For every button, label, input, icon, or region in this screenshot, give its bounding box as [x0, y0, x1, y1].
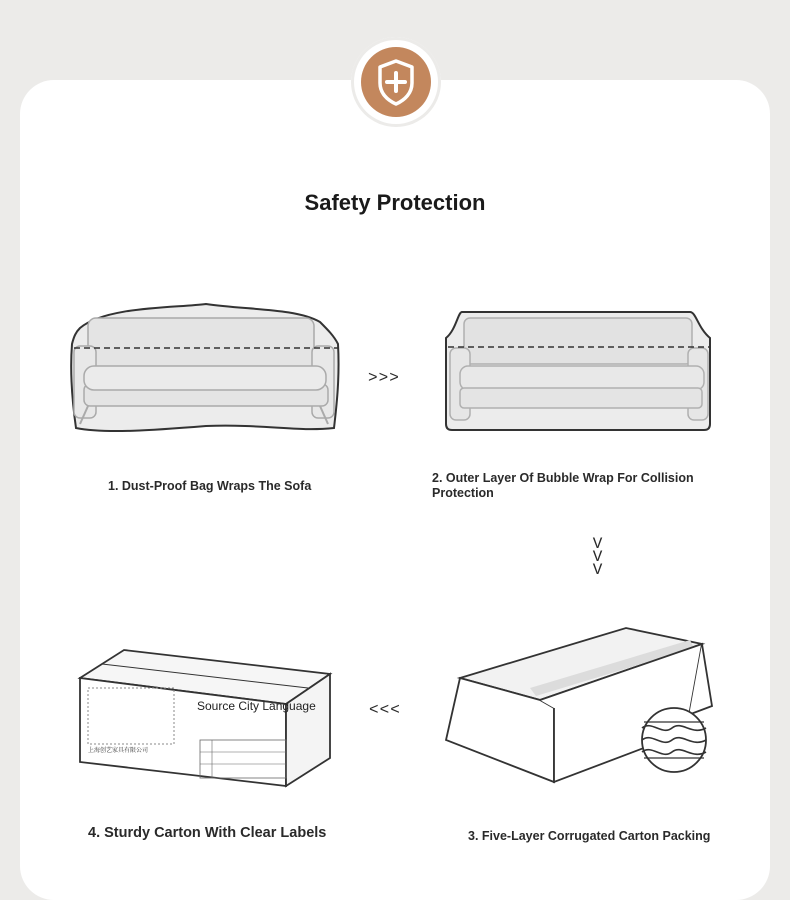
carton-company-text: 上海创艺家具有限公司 [88, 748, 149, 754]
carton-label-text: Source City Language [197, 699, 316, 713]
arrow-down-3: V [592, 561, 604, 579]
arrow-down-2: V [592, 548, 604, 566]
sofa-bubble-wrap-illustration [444, 308, 714, 432]
arrow-down [591, 535, 605, 579]
shield-badge [361, 47, 431, 117]
step-2-caption: 2. Outer Layer Of Bubble Wrap For Collision Protection [432, 471, 694, 500]
step-3-caption: 3. Five-Layer Corrugated Carton Packing [468, 829, 711, 843]
shield-plus-icon [361, 47, 431, 117]
labeled-carton-illustration [76, 648, 336, 790]
arrow-left: <<< [369, 701, 401, 719]
step-4-caption: 4. Sturdy Carton With Clear Labels [88, 825, 327, 841]
arrow-right: >>> [368, 369, 400, 387]
corrugated-carton-illustration [440, 622, 720, 792]
arrow-down-1: V [592, 535, 604, 553]
sofa-dust-bag-illustration [66, 300, 346, 440]
step-1-caption: 1. Dust-Proof Bag Wraps The Sofa [108, 479, 312, 493]
page-title: Safety Protection [304, 190, 486, 215]
